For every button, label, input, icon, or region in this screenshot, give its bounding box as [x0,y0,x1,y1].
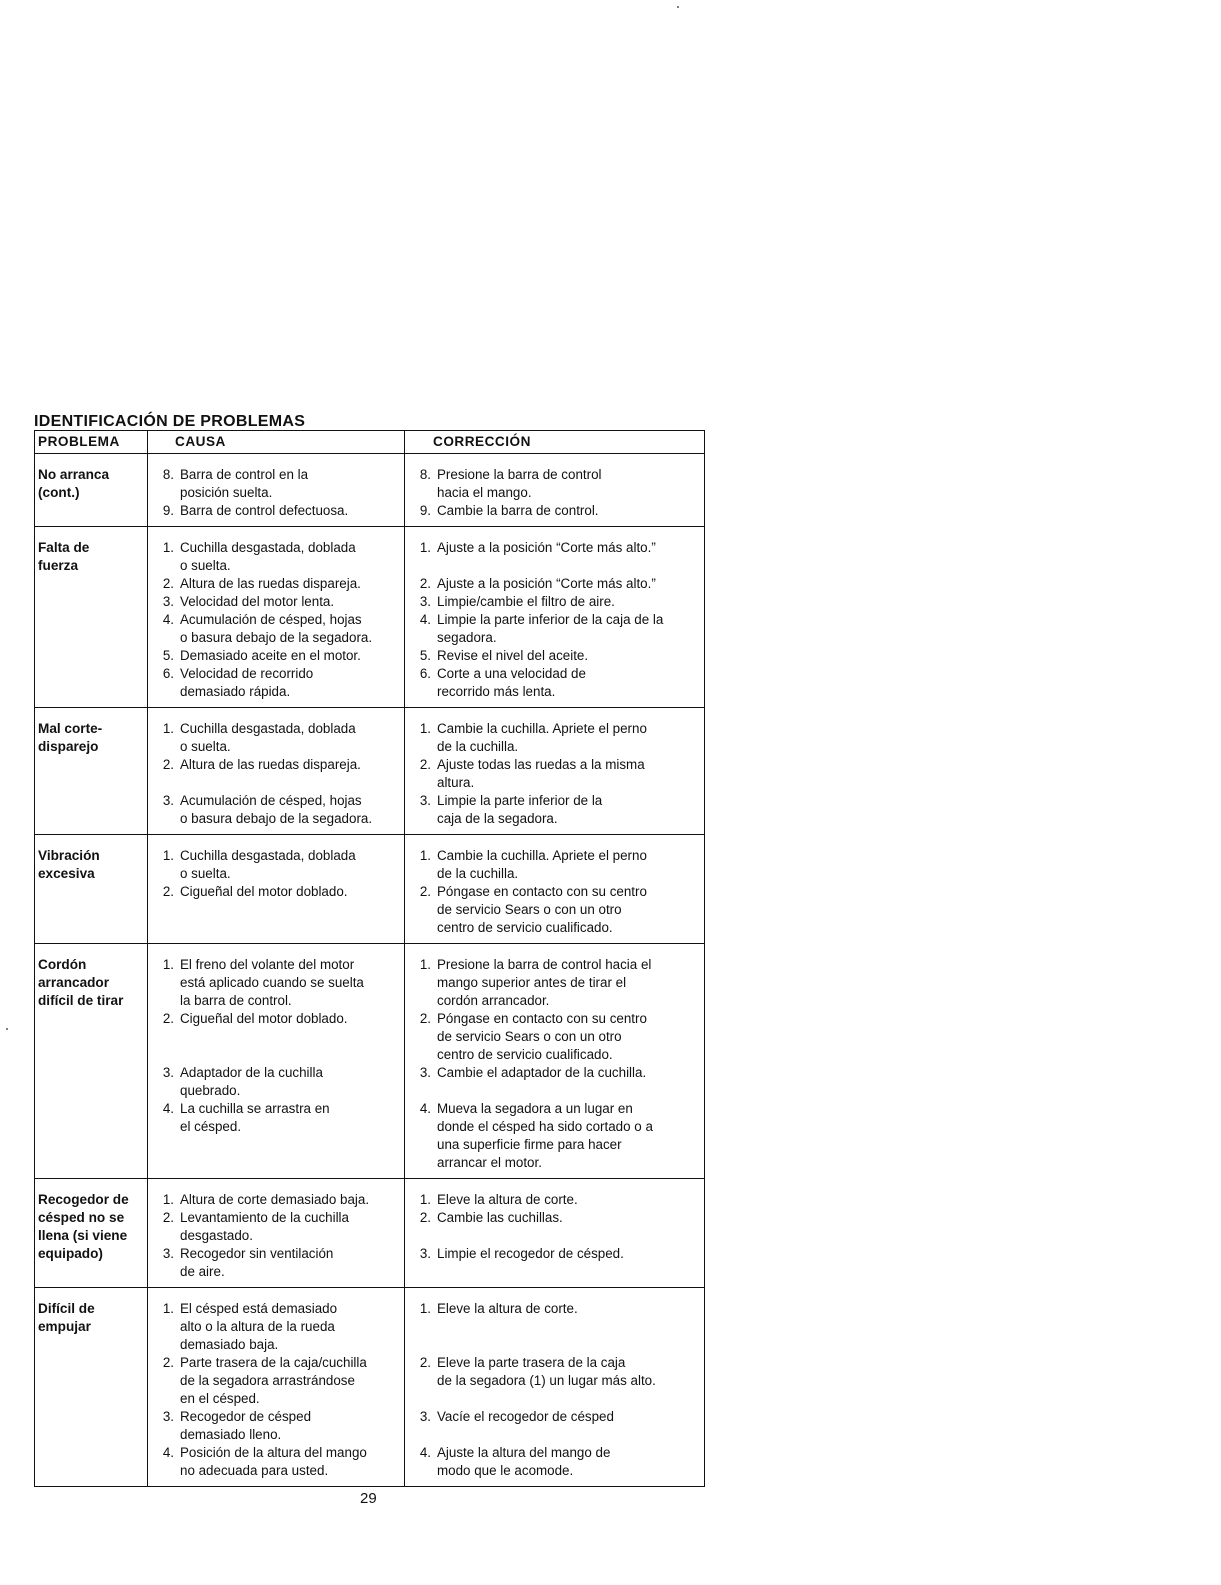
item-number: 1. [419,721,431,736]
item-line: Cambie las cuchillas. [437,1210,563,1225]
problema-line: disparejo [38,739,99,754]
table-row [35,1288,705,1487]
item-line: Ajuste a la posición “Corte más alto.” [437,576,656,591]
item-text [180,466,400,502]
causa-item [152,575,400,593]
problema-line: Recogedor de [38,1192,129,1207]
problema-line: Difícil de [38,1301,95,1316]
problema-cell [35,1288,148,1487]
item-line: quebrado. [180,1083,241,1098]
item-text [180,1100,400,1136]
correccion-item [409,1245,700,1263]
item-line: Mueva la segadora a un lugar en [437,1101,633,1116]
item-text [437,1408,700,1426]
item-line: o suelta. [180,866,231,881]
problema-line: llena (si viene [38,1228,128,1243]
item-text [180,1209,400,1245]
causa-item [152,665,400,701]
item-line: alto o la altura de la rueda [180,1319,335,1334]
item-text [180,593,400,611]
item-line: o basura debajo de la segadora. [180,811,373,826]
item-number: 9. [419,503,431,518]
item-text [180,847,400,883]
item-line: Revise el nivel del aceite. [437,648,589,663]
item-number: 9. [162,503,174,518]
causa-item [152,539,400,575]
item-line: el césped. [180,1119,242,1134]
problema-line: empujar [38,1319,91,1334]
correccion-item [409,611,700,647]
causa-item [152,756,400,774]
correccion-item [409,665,700,701]
item-text [437,1245,700,1263]
item-line: mango superior antes de tirar el [437,975,627,990]
item-line: demasiado baja. [180,1337,279,1352]
item-line: Acumulación de césped, hojas [180,612,362,627]
item-line: Limpie el recogedor de césped. [437,1246,624,1261]
problema-line: Cordón [38,957,87,972]
problema-cell [35,1179,148,1288]
item-line: Eleve la altura de corte. [437,1301,578,1316]
item-line: El césped está demasiado [180,1301,338,1316]
causa-item [152,611,400,647]
item-line: la barra de control. [180,993,292,1008]
item-text [437,1010,700,1064]
item-number: 4. [419,612,431,627]
item-line: Velocidad del motor lenta. [180,594,335,609]
problema-line: (cont.) [38,485,80,500]
item-line: Velocidad de recorrido [180,666,314,681]
causa-item [152,1064,400,1100]
problema-cell [35,708,148,835]
correccion-item [409,956,700,1010]
item-line: Cigueñal del motor doblado. [180,884,348,899]
correccion-item [409,883,700,937]
item-text [180,792,400,828]
item-line: Ajuste todas las ruedas a la misma [437,757,645,772]
problema-line: Vibración [38,848,100,863]
item-line: Limpie/cambie el filtro de aire. [437,594,615,609]
item-text [437,1100,700,1172]
item-number: 1. [419,848,431,863]
causa-item [152,502,400,520]
table-row [35,944,705,1179]
item-line: Cambie la cuchilla. Apriete el perno [437,848,647,863]
item-line: Adaptador de la cuchilla [180,1065,323,1080]
header-problema: PROBLEMA [35,431,148,454]
table-row [35,1179,705,1288]
item-line: de servicio Sears o con un otro [437,902,622,917]
item-line: recorrido más lenta. [437,684,556,699]
item-number: 4. [162,1445,174,1460]
item-text [180,539,400,575]
item-line: hacia el mango. [437,485,532,500]
item-line: Cuchilla desgastada, doblada [180,540,356,555]
item-text [180,1354,400,1408]
item-number: 6. [162,666,174,681]
item-line: Cambie la cuchilla. Apriete el perno [437,721,647,736]
item-text [180,1245,400,1281]
item-text [180,1010,400,1028]
item-line: Póngase en contacto con su centro [437,884,647,899]
item-line: segadora. [437,630,497,645]
item-line: Demasiado aceite en el motor. [180,648,361,663]
problema-line: Mal corte- [38,721,103,736]
item-number: 1. [419,1301,431,1316]
item-line: o suelta. [180,558,231,573]
correccion-cell [405,1288,705,1487]
item-number: 3. [419,594,431,609]
page-title: IDENTIFICACIÓN DE PROBLEMAS [34,413,306,430]
item-line: Parte trasera de la caja/cuchilla [180,1355,367,1370]
item-line: Levantamiento de la cuchilla [180,1210,349,1225]
item-line: cordón arrancador. [437,993,550,1008]
item-line: modo que le acomode. [437,1463,574,1478]
item-text [180,1444,400,1480]
causa-cell [148,708,405,835]
item-line: Cambie el adaptador de la cuchilla. [437,1065,647,1080]
item-number: 1. [162,957,174,972]
causa-item [152,1010,400,1028]
item-line: Limpie la parte inferior de la caja de la [437,612,664,627]
causa-item [152,1300,400,1354]
item-number: 1. [419,1192,431,1207]
item-line: centro de servicio cualificado. [437,1047,613,1062]
item-line: Eleve la parte trasera de la caja [437,1355,626,1370]
item-line: Ajuste la altura del mango de [437,1445,611,1460]
item-number: 4. [162,612,174,627]
causa-item [152,1191,400,1209]
item-text [437,466,700,502]
correccion-cell [405,944,705,1179]
correccion-item [409,1010,700,1064]
item-text [437,883,700,937]
causa-item [152,956,400,1010]
item-text [437,647,700,665]
item-line: Limpie la parte inferior de la [437,793,603,808]
item-text [437,1300,700,1318]
correccion-item [409,792,700,828]
item-text [437,1444,700,1480]
item-line: Cuchilla desgastada, doblada [180,721,356,736]
correccion-cell [405,1179,705,1288]
item-line: una superficie firme para hacer [437,1137,622,1152]
item-number: 8. [162,467,174,482]
item-line: Altura de las ruedas dispareja. [180,576,361,591]
item-text [180,611,400,647]
header-causa: CAUSA [148,431,405,454]
correccion-item [409,1300,700,1318]
problema-line: arrancador [38,975,110,990]
item-line: desgastado. [180,1228,253,1243]
correccion-item [409,502,700,520]
item-number: 3. [162,1065,174,1080]
causa-cell [148,527,405,708]
item-number: 3. [162,1246,174,1261]
item-text [437,1191,700,1209]
correccion-item [409,647,700,665]
item-number: 2. [162,1210,174,1225]
correccion-cell [405,708,705,835]
item-text [437,575,700,593]
table-row [35,708,705,835]
correccion-item [409,756,700,792]
causa-item [152,1209,400,1245]
correccion-item [409,575,700,593]
item-line: de aire. [180,1264,225,1279]
causa-cell [148,835,405,944]
item-number: 3. [162,1409,174,1424]
item-text [437,665,700,701]
causa-cell [148,454,405,527]
causa-cell [148,1179,405,1288]
item-number: 2. [419,884,431,899]
causa-item [152,466,400,502]
problema-line: equipado) [38,1246,103,1261]
item-line: de la segadora arrastrándose [180,1373,355,1388]
causa-item [152,1444,400,1480]
item-number: 3. [162,793,174,808]
item-number: 2. [419,576,431,591]
causa-item [152,792,400,828]
problema-line: fuerza [38,558,79,573]
causa-item [152,1245,400,1281]
item-number: 1. [162,848,174,863]
item-line: Póngase en contacto con su centro [437,1011,647,1026]
causa-item [152,720,400,756]
item-line: no adecuada para usted. [180,1463,329,1478]
correccion-cell [405,835,705,944]
item-line: Barra de control defectuosa. [180,503,349,518]
causa-item [152,847,400,883]
item-line: Vacíe el recogedor de césped [437,1409,614,1424]
item-line: Recogedor sin ventilación [180,1246,334,1261]
item-number: 6. [419,666,431,681]
item-number: 3. [162,594,174,609]
item-number: 5. [419,648,431,663]
item-number: 3. [419,1246,431,1261]
item-line: Ajuste a la posición “Corte más alto.” [437,540,656,555]
causa-item [152,1100,400,1136]
correccion-item [409,1100,700,1172]
problema-line: excesiva [38,866,95,881]
item-line: altura. [437,775,475,790]
table-row [35,454,705,527]
problema-line: difícil de tirar [38,993,124,1008]
item-text [437,611,700,647]
item-line: Altura de corte demasiado baja. [180,1192,370,1207]
correccion-cell [405,527,705,708]
correccion-item [409,539,700,557]
item-line: de la cuchilla. [437,739,519,754]
problema-cell [35,527,148,708]
item-text [180,883,400,901]
item-line: Cambie la barra de control. [437,503,599,518]
item-line: El freno del volante del motor [180,957,355,972]
item-number: 8. [419,467,431,482]
problema-line: No arranca [38,467,110,482]
item-text [180,956,400,1010]
item-line: en el césped. [180,1391,260,1406]
item-text [180,1191,400,1209]
item-line: Cuchilla desgastada, doblada [180,848,356,863]
correccion-item [409,1209,700,1227]
causa-item [152,1354,400,1408]
correccion-cell [405,454,705,527]
item-line: La cuchilla se arrastra en [180,1101,330,1116]
correccion-item [409,593,700,611]
item-text [437,756,700,792]
item-text [180,1064,400,1100]
item-number: 2. [162,1355,174,1370]
item-text [180,1300,400,1354]
item-text [437,1354,700,1390]
item-line: o basura debajo de la segadora. [180,630,373,645]
item-text [437,720,700,756]
item-number: 2. [419,1011,431,1026]
item-line: Barra de control en la [180,467,309,482]
item-number: 4. [419,1101,431,1116]
causa-cell [148,1288,405,1487]
item-line: Acumulación de césped, hojas [180,793,362,808]
item-number: 1. [162,1301,174,1316]
item-line: arrancar el motor. [437,1155,542,1170]
item-line: Eleve la altura de corte. [437,1192,578,1207]
item-text [180,665,400,701]
item-number: 2. [419,757,431,772]
causa-cell [148,944,405,1179]
scan-speck [677,6,679,8]
item-text [180,756,400,774]
causa-item [152,593,400,611]
item-number: 1. [162,1192,174,1207]
item-number: 1. [419,540,431,555]
header-correccion: CORRECCIÓN [405,431,705,454]
item-text [180,575,400,593]
item-line: o suelta. [180,739,231,754]
problema-cell [35,835,148,944]
causa-item [152,647,400,665]
correccion-item [409,1408,700,1426]
causa-item [152,883,400,901]
item-text [437,502,700,520]
item-line: caja de la segadora. [437,811,558,826]
item-line: Cigueñal del motor doblado. [180,1011,348,1026]
item-number: 3. [419,1065,431,1080]
item-number: 2. [162,757,174,772]
correccion-item [409,1444,700,1480]
item-number: 1. [162,540,174,555]
correccion-item [409,847,700,883]
table-row [35,527,705,708]
item-text [180,1408,400,1444]
correccion-item [409,1064,700,1082]
item-text [180,647,400,665]
item-text [437,1209,700,1227]
item-number: 1. [419,957,431,972]
item-line: Presione la barra de control hacia el [437,957,652,972]
item-text [180,502,400,520]
item-number: 2. [162,884,174,899]
item-number: 3. [419,1409,431,1424]
scan-speck [6,1028,8,1030]
correccion-item [409,720,700,756]
item-line: demasiado rápida. [180,684,291,699]
item-line: Altura de las ruedas dispareja. [180,757,361,772]
item-text [437,847,700,883]
item-line: de servicio Sears o con un otro [437,1029,622,1044]
item-number: 1. [162,721,174,736]
item-text [437,1064,700,1082]
problema-cell [35,944,148,1179]
item-number: 4. [419,1445,431,1460]
item-number: 4. [162,1101,174,1116]
causa-item [152,1408,400,1444]
item-line: de la cuchilla. [437,866,519,881]
item-line: Presione la barra de control [437,467,602,482]
correccion-item [409,466,700,502]
item-text [180,720,400,756]
item-text [437,539,700,557]
item-text [437,593,700,611]
item-number: 2. [419,1355,431,1370]
problema-cell [35,454,148,527]
page-number: 29 [360,1490,377,1507]
troubleshooting-table [34,430,705,1487]
item-line: de la segadora (1) un lugar más alto. [437,1373,656,1388]
item-line: centro de servicio cualificado. [437,920,613,935]
item-number: 5. [162,648,174,663]
item-number: 3. [419,793,431,808]
item-line: donde el césped ha sido cortado o a [437,1119,653,1134]
table-row [35,835,705,944]
item-line: Corte a una velocidad de [437,666,586,681]
item-number: 2. [162,576,174,591]
item-line: Recogedor de césped [180,1409,312,1424]
correccion-item [409,1191,700,1209]
item-number: 2. [162,1011,174,1026]
item-line: posición suelta. [180,485,273,500]
correccion-item [409,1354,700,1390]
item-text [437,956,700,1010]
problema-line: césped no se [38,1210,125,1225]
item-text [437,792,700,828]
item-line: demasiado lleno. [180,1427,282,1442]
problema-line: Falta de [38,540,90,555]
item-line: está aplicado cuando se suelta [180,975,364,990]
item-number: 2. [419,1210,431,1225]
header-row [35,431,705,454]
item-line: Posición de la altura del mango [180,1445,367,1460]
